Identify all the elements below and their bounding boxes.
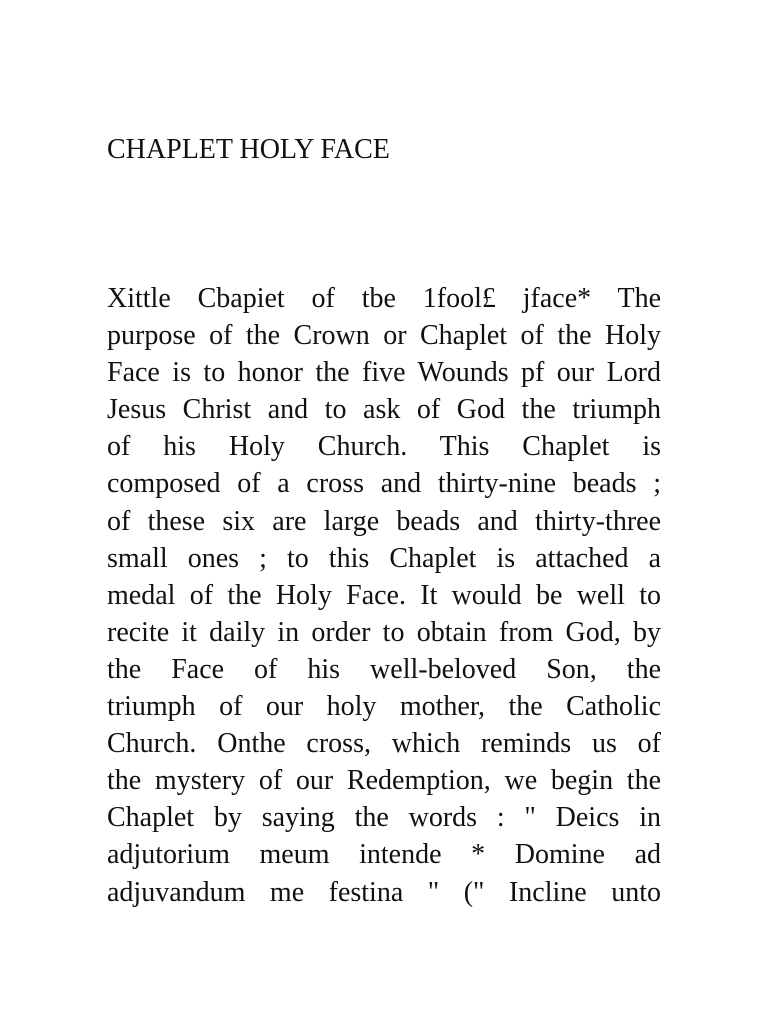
text-line: the mystery of our Redemption, we begin the [107, 765, 661, 797]
page-title: CHAPLET HOLY FACE [107, 134, 390, 165]
text-line: Church. Onthe cross, which reminds us of [107, 728, 661, 760]
text-line: of these six are large beads and thirty-three [107, 505, 661, 537]
text-line: of his Holy Church. This Chaplet is [107, 431, 661, 463]
text-line: recite it daily in order to obtain from God, by [107, 616, 661, 648]
body-paragraph [107, 280, 661, 911]
text-line: composed of a cross and thirty-nine beads ; [107, 468, 661, 500]
text-line: Chaplet by saying the words : " Deics in [107, 802, 661, 834]
text-line: purpose of the Crown or Chaplet of the Holy [107, 320, 661, 352]
text-line: adjutorium meum intende * Domine ad [107, 839, 661, 871]
text-line: triumph of our holy mother, the Catholic [107, 691, 661, 723]
text-line: adjuvandum me festina " (" Incline unto [107, 876, 661, 908]
text-line: Face is to honor the five Wounds pf our Lord [107, 357, 661, 389]
text-line: Xittle Cbapiet of tbe 1fool£ jface* The [107, 283, 661, 314]
text-line: Jesus Christ and to ask of God the triumph [107, 394, 661, 426]
text-line: medal of the Holy Face. It would be well to [107, 579, 661, 611]
text-line: the Face of his well-beloved Son, the [107, 653, 661, 685]
text-line: small ones ; to this Chaplet is attached a [107, 542, 661, 574]
